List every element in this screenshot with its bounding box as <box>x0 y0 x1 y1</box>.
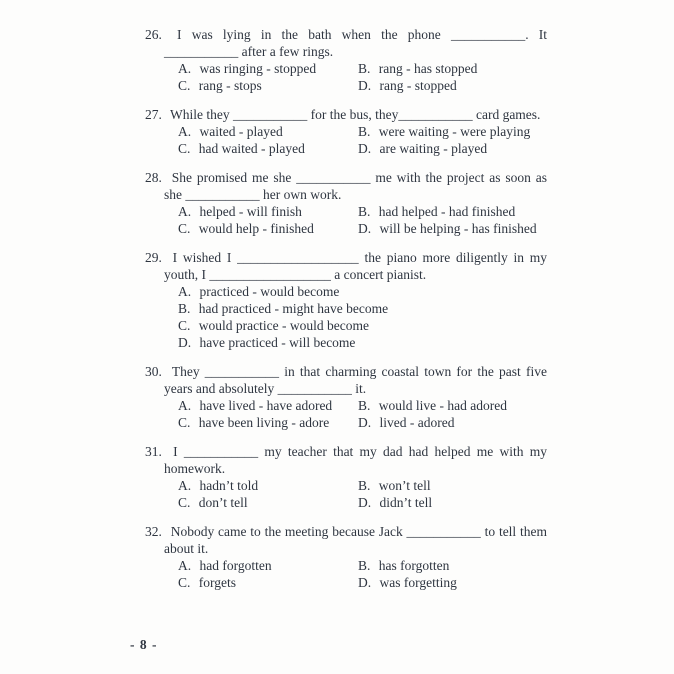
question-number: 30. <box>145 364 162 379</box>
question-text <box>145 523 547 557</box>
answer-option <box>178 123 354 140</box>
option-text: won’t tell <box>375 478 431 493</box>
option-letter: D. <box>178 335 192 350</box>
question-body: She promised me she ___________ me with the project as soon as she ___________ her own work. <box>164 170 547 202</box>
option-text: have practiced - will become <box>196 335 356 350</box>
option-letter: A. <box>178 558 192 573</box>
option-text: helped - will finish <box>196 204 302 219</box>
option-text: was ringing - stopped <box>196 61 317 76</box>
option-text: are waiting - played <box>376 141 488 156</box>
option-text: had forgotten <box>196 558 272 573</box>
question-number: 29. <box>145 250 162 265</box>
question-text <box>145 26 547 60</box>
option-text: will be helping - has finished <box>376 221 537 236</box>
answer-option <box>178 300 547 317</box>
page-number: - 8 - <box>130 637 158 652</box>
question-text <box>145 363 547 397</box>
answer-option <box>178 140 354 157</box>
options-grid <box>178 477 547 511</box>
question-number: 27. <box>145 107 162 122</box>
question-block <box>145 363 547 431</box>
option-letter: A. <box>178 204 192 219</box>
option-text: have been living - adore <box>195 415 330 430</box>
question-number: 26. <box>145 27 162 42</box>
answer-option <box>178 283 547 300</box>
answer-option <box>178 494 354 511</box>
answer-option <box>358 203 547 220</box>
option-letter: D. <box>358 415 372 430</box>
option-letter: A. <box>178 284 192 299</box>
question-text <box>145 443 547 477</box>
question-body: Nobody came to the meeting because Jack ___________ to tell them about it. <box>164 524 547 556</box>
option-letter: C. <box>178 78 191 93</box>
option-text: would live - had adored <box>375 398 507 413</box>
answer-option <box>358 77 547 94</box>
answer-option <box>178 397 354 414</box>
answer-option <box>178 574 354 591</box>
option-letter: C. <box>178 141 191 156</box>
question-body: I was lying in the bath when the phone ___________. It ___________ after a few rings. <box>164 27 547 59</box>
option-letter: B. <box>358 558 371 573</box>
answer-option <box>178 77 354 94</box>
option-letter: D. <box>358 221 372 236</box>
question-text <box>145 169 547 203</box>
option-letter: C. <box>178 221 191 236</box>
question-block <box>145 169 547 237</box>
option-text: had practiced - might have become <box>195 301 389 316</box>
options-grid <box>178 397 547 431</box>
answer-option <box>358 494 547 511</box>
question-body: They ___________ in that charming coastal town for the past five years and absolutely ___________ it. <box>164 364 547 396</box>
option-text: lived - adored <box>376 415 455 430</box>
option-text: forgets <box>195 575 237 590</box>
option-text: practiced - would become <box>196 284 340 299</box>
option-text: rang - stops <box>195 78 262 93</box>
option-letter: C. <box>178 495 191 510</box>
option-text: waited - played <box>196 124 283 139</box>
answer-option <box>358 414 547 431</box>
option-text: was forgetting <box>376 575 457 590</box>
answer-option <box>178 317 547 334</box>
option-text: were waiting - were playing <box>375 124 531 139</box>
option-letter: B. <box>358 61 371 76</box>
answer-option <box>358 574 547 591</box>
option-letter: C. <box>178 415 191 430</box>
question-block <box>145 26 547 94</box>
option-text: has forgotten <box>375 558 450 573</box>
option-letter: A. <box>178 61 192 76</box>
option-text: had helped - had finished <box>375 204 516 219</box>
option-letter: B. <box>358 398 371 413</box>
options-grid <box>178 123 547 157</box>
question-number: 28. <box>145 170 162 185</box>
answer-option <box>178 477 354 494</box>
option-text: would help - finished <box>195 221 314 236</box>
option-text: didn’t tell <box>376 495 433 510</box>
answer-option <box>358 220 547 237</box>
option-letter: A. <box>178 478 192 493</box>
answer-option <box>178 60 354 77</box>
answer-option <box>178 557 354 574</box>
answer-option <box>178 203 354 220</box>
option-letter: D. <box>358 78 372 93</box>
options-grid <box>178 60 547 94</box>
question-text <box>145 106 547 123</box>
option-letter: C. <box>178 575 191 590</box>
option-text: rang - has stopped <box>375 61 478 76</box>
question-block <box>145 249 547 351</box>
answer-option <box>178 414 354 431</box>
question-block <box>145 523 547 591</box>
questions-list <box>145 26 547 603</box>
option-letter: B. <box>178 301 191 316</box>
options-grid <box>178 557 547 591</box>
question-text <box>145 249 547 283</box>
answer-option <box>358 60 547 77</box>
option-letter: B. <box>358 124 371 139</box>
option-letter: D. <box>358 495 372 510</box>
question-number: 32. <box>145 524 162 539</box>
answer-option <box>178 334 547 351</box>
option-text: rang - stopped <box>376 78 457 93</box>
answer-option <box>358 123 547 140</box>
option-text: had waited - played <box>195 141 305 156</box>
option-letter: B. <box>358 204 371 219</box>
option-text: don’t tell <box>195 495 248 510</box>
answer-option <box>358 477 547 494</box>
option-letter: D. <box>358 575 372 590</box>
option-letter: A. <box>178 124 192 139</box>
option-letter: A. <box>178 398 192 413</box>
option-text: hadn’t told <box>196 478 259 493</box>
answer-option <box>358 140 547 157</box>
answer-option <box>358 557 547 574</box>
question-block <box>145 443 547 511</box>
option-letter: C. <box>178 318 191 333</box>
options-grid <box>178 203 547 237</box>
question-body: I ___________ my teacher that my dad had helped me with my homework. <box>164 444 547 476</box>
question-block <box>145 106 547 157</box>
options-grid <box>178 283 547 351</box>
question-body: While they ___________ for the bus, they___________ card games. <box>166 107 541 122</box>
answer-option <box>358 397 547 414</box>
question-body: I wished I __________________ the piano more diligently in my youth, I __________________ a concert pianist. <box>164 250 547 282</box>
option-letter: B. <box>358 478 371 493</box>
question-number: 31. <box>145 444 162 459</box>
option-text: would practice - would become <box>195 318 369 333</box>
answer-option <box>178 220 354 237</box>
option-letter: D. <box>358 141 372 156</box>
option-text: have lived - have adored <box>196 398 333 413</box>
